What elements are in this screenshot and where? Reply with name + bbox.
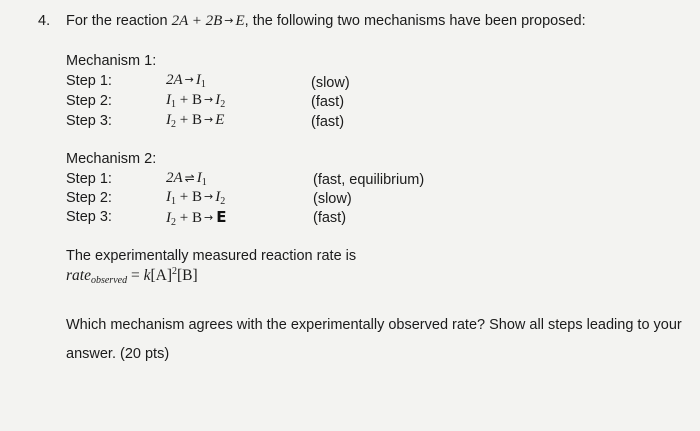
- mech1-step3-label: Step 3:: [66, 113, 112, 129]
- mech2-step3-equation: $I_2 + B \to E$: [166, 208, 227, 228]
- mech1-step3-equation: $I_2 + B \to E$: [166, 112, 225, 130]
- mech2-step1-label: Step 1:: [66, 171, 112, 187]
- mech1-step1-label: Step 1:: [66, 73, 112, 89]
- mech1-step1-equation: $2A \to I_1$: [166, 72, 206, 90]
- mech1-step2-rate: (fast): [311, 94, 345, 110]
- mech1-step2-equation: $I_1 + B \to I_2$: [166, 92, 226, 110]
- prompt-text: For the reaction: [66, 13, 172, 29]
- mech2-step2-rate: (slow): [313, 191, 352, 207]
- prompt-tail: , the following two mechanisms have been proposed:: [244, 13, 586, 29]
- question-number: 4.: [38, 13, 51, 29]
- mech1-step1-rate: (slow): [311, 75, 350, 91]
- mechanism2-title: Mechanism 2:: [66, 151, 157, 167]
- mech2-step3-label: Step 3:: [66, 209, 112, 225]
- question-prompt: [66, 13, 586, 30]
- rate-law-intro: The experimentally measured reaction rate is: [66, 248, 357, 264]
- mech2-step1-rate: (fast, equilibrium): [313, 172, 425, 188]
- mech1-step2-label: Step 2:: [66, 93, 112, 109]
- reaction-arrow-icon: →: [203, 113, 214, 126]
- reaction-arrow-icon: →: [203, 211, 214, 224]
- reaction-arrow-icon: →: [203, 190, 214, 203]
- overall-reaction: 2A + 2B → E: [171, 13, 245, 29]
- reaction-arrow-icon: →: [203, 93, 214, 106]
- reaction-arrow-icon: →: [184, 73, 194, 86]
- mech2-step1-equation: 2A ⇌ $I_1$: [166, 170, 207, 188]
- mech2-step2-label: Step 2:: [66, 190, 112, 206]
- mechanism1-title: Mechanism 1:: [66, 53, 157, 69]
- mech2-step2-equation: $I_1 + B \to I_2$: [166, 189, 226, 207]
- equilibrium-arrow-icon: ⇌: [184, 171, 195, 185]
- overwritten-product: E: [216, 208, 227, 226]
- final-question-line2: answer. (20 pts): [66, 346, 170, 362]
- mech2-step3-rate: (fast): [313, 210, 347, 226]
- final-question-line1: Which mechanism agrees with the experimentally observed rate? Show all steps leading to your: [66, 317, 682, 333]
- rate-law-equation: rate$_{observed}$ = $k[A]^2[B]$: [66, 266, 198, 286]
- reaction-arrow-icon: →: [224, 14, 234, 27]
- mech1-step3-rate: (fast): [311, 114, 345, 130]
